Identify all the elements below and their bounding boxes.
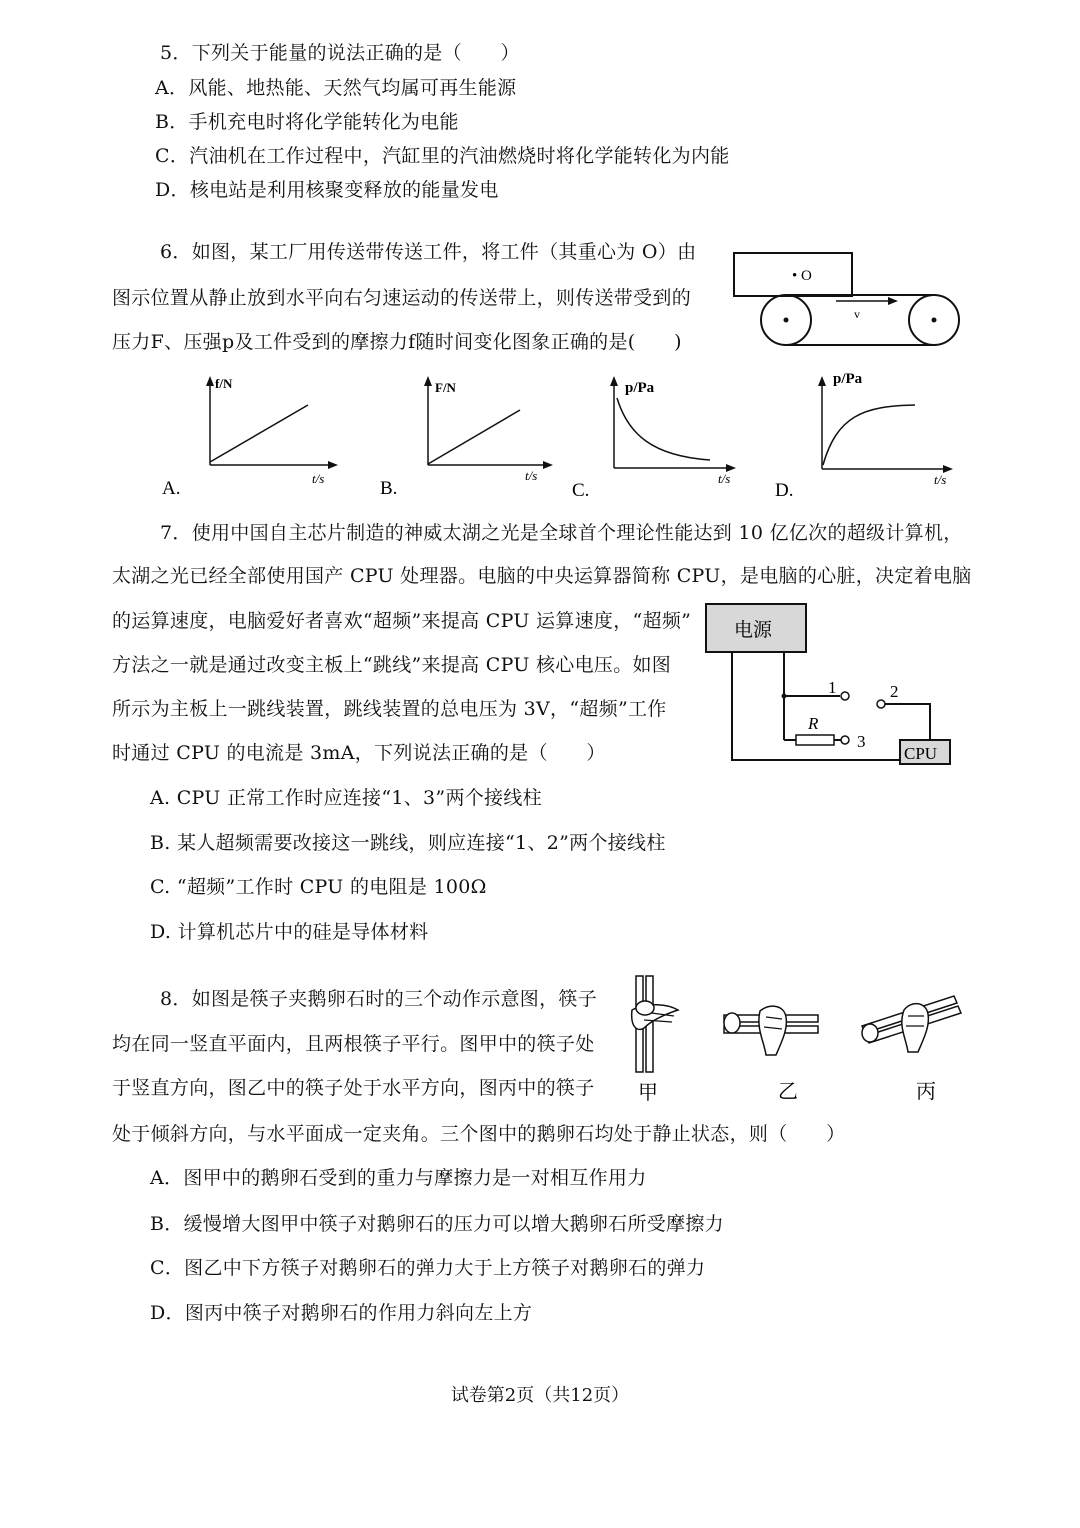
graph-b-option-label: B. [380, 478, 398, 499]
terminal-1 [841, 692, 849, 700]
graph-b-x-label: t/s [525, 468, 538, 483]
cpu-label: CPU [904, 744, 938, 763]
terminal-3-label: 3 [857, 732, 866, 751]
graph-b-curve [428, 410, 520, 464]
q5-stem: 5．下列关于能量的说法正确的是（ ） [160, 42, 520, 64]
terminal-3 [841, 736, 849, 744]
q8-option-b[interactable]: B．缓慢增大图甲中筷子对鹅卵石的压力可以增大鹅卵石所受摩擦力 [150, 1213, 724, 1235]
page-footer: 试卷第2页（共12页） [450, 1385, 630, 1406]
q7-stem-line-1: 7．使用中国自主芯片制造的神威太湖之光是全球首个理论性能达到 10 亿亿次的超级计算机， [160, 522, 963, 544]
label-jia: 甲 [638, 1080, 658, 1104]
graph-option-b[interactable] [380, 372, 560, 502]
q5-option-c[interactable]: C．汽油机在工作过程中，汽缸里的汽油燃烧时将化学能转化为内能 [155, 145, 730, 167]
q6-stem-line-3: 压力F、压强p及工件受到的摩擦力f随时间变化图象正确的是( ) [112, 331, 682, 353]
terminal-2 [877, 700, 885, 708]
power-supply-label: 电源 [734, 620, 773, 641]
q8-stem-line-1: 8．如图是筷子夹鹅卵石时的三个动作示意图，筷子 [160, 988, 597, 1010]
graph-option-a[interactable] [160, 372, 340, 502]
q7-stem-line-6: 时通过 CPU 的电流是 3mA，下列说法正确的是（ ） [112, 742, 606, 764]
graph-c-option-label: C. [572, 480, 590, 501]
chopsticks-figure-jia [618, 972, 698, 1112]
q6-stem-line-1: 6．如图，某工厂用传送带传送工件，将工件（其重心为 O）由 [160, 241, 697, 263]
resistor-label: R [808, 714, 819, 733]
q7-stem-line-4: 方法之一就是通过改变主板上“跳线”来提高 CPU 核心电压。如图 [112, 654, 672, 676]
graph-a-curve [210, 405, 308, 462]
conveyor-belt-figure [728, 248, 968, 348]
q6-stem-line-2: 图示位置从静止放到水平向右匀速运动的传送带上，则传送带受到的 [112, 287, 692, 309]
q8-option-c[interactable]: C．图乙中下方筷子对鹅卵石的弹力大于上方筷子对鹅卵石的弹力 [150, 1257, 706, 1279]
graph-c-curve [617, 398, 710, 460]
chopsticks-figure-bing [860, 988, 970, 1106]
q7-stem-line-5: 所示为主板上一跳线装置，跳线装置的总电压为 3V，“超频”工作 [112, 698, 667, 720]
q8-option-d[interactable]: D．图丙中筷子对鹅卵石的作用力斜向左上方 [150, 1302, 533, 1324]
q7-stem-line-3: 的运算速度，电脑爱好者喜欢“超频”来提高 CPU 运算速度，“超频” [112, 610, 692, 632]
graph-a-option-label: A. [162, 478, 181, 499]
graph-c-x-label: t/s [718, 471, 731, 486]
label-bing: 丙 [916, 1079, 936, 1103]
q5-option-a[interactable]: A．风能、地热能、天然气均属可再生能源 [155, 77, 517, 99]
label-yi: 乙 [778, 1079, 798, 1103]
graph-a-y-label: f/N [215, 376, 233, 391]
terminal-2-label: 2 [890, 682, 899, 701]
q8-stem-line-2: 均在同一竖直平面内，且两根筷子平行。图甲中的筷子处 [112, 1033, 595, 1055]
graph-d-x-label: t/s [934, 472, 947, 487]
q7-option-d[interactable]: D. 计算机芯片中的硅是导体材料 [150, 921, 429, 943]
q5-option-b[interactable]: B．手机充电时将化学能转化为电能 [155, 111, 459, 133]
velocity-label: v [854, 307, 860, 321]
graph-option-c[interactable] [570, 368, 750, 501]
graph-d-y-label: p/Pa [833, 371, 863, 387]
center-of-gravity-label: • O [792, 268, 812, 284]
resistor-r [796, 735, 834, 745]
q7-option-a[interactable]: A. CPU 正常工作时应连接“1、3”两个接线柱 [150, 787, 542, 809]
q7-option-c[interactable]: C. “超频”工作时 CPU 的电阻是 100Ω [150, 876, 487, 898]
terminal-1-label: 1 [828, 678, 837, 697]
graph-d-curve [823, 405, 915, 465]
q7-stem-line-2: 太湖之光已经全部使用国产 CPU 处理器。电脑的中央运算器简称 CPU，是电脑的心脏，决定着电脑 [112, 565, 972, 587]
q7-option-b[interactable]: B. 某人超频需要改接这一跳线，则应连接“1、2”两个接线柱 [150, 832, 666, 854]
graph-a-x-label: t/s [312, 471, 325, 486]
graph-b-y-label: F/N [435, 380, 456, 395]
q8-option-a[interactable]: A．图甲中的鹅卵石受到的重力与摩擦力是一对相互作用力 [150, 1167, 647, 1189]
chopsticks-figure-yi [720, 995, 830, 1105]
graph-c-y-label: p/Pa [625, 380, 655, 396]
graph-d-option-label: D. [775, 480, 794, 501]
q8-stem-line-3: 于竖直方向，图乙中的筷子处于水平方向，图丙中的筷子 [112, 1077, 595, 1099]
q5-option-d[interactable]: D．核电站是利用核聚变释放的能量发电 [155, 179, 499, 201]
graph-option-d[interactable] [775, 366, 965, 501]
jumper-circuit-figure [700, 598, 960, 768]
q8-stem-line-4: 处于倾斜方向，与水平面成一定夹角。三个图中的鹅卵石均处于静止状态，则（ ） [112, 1123, 846, 1145]
